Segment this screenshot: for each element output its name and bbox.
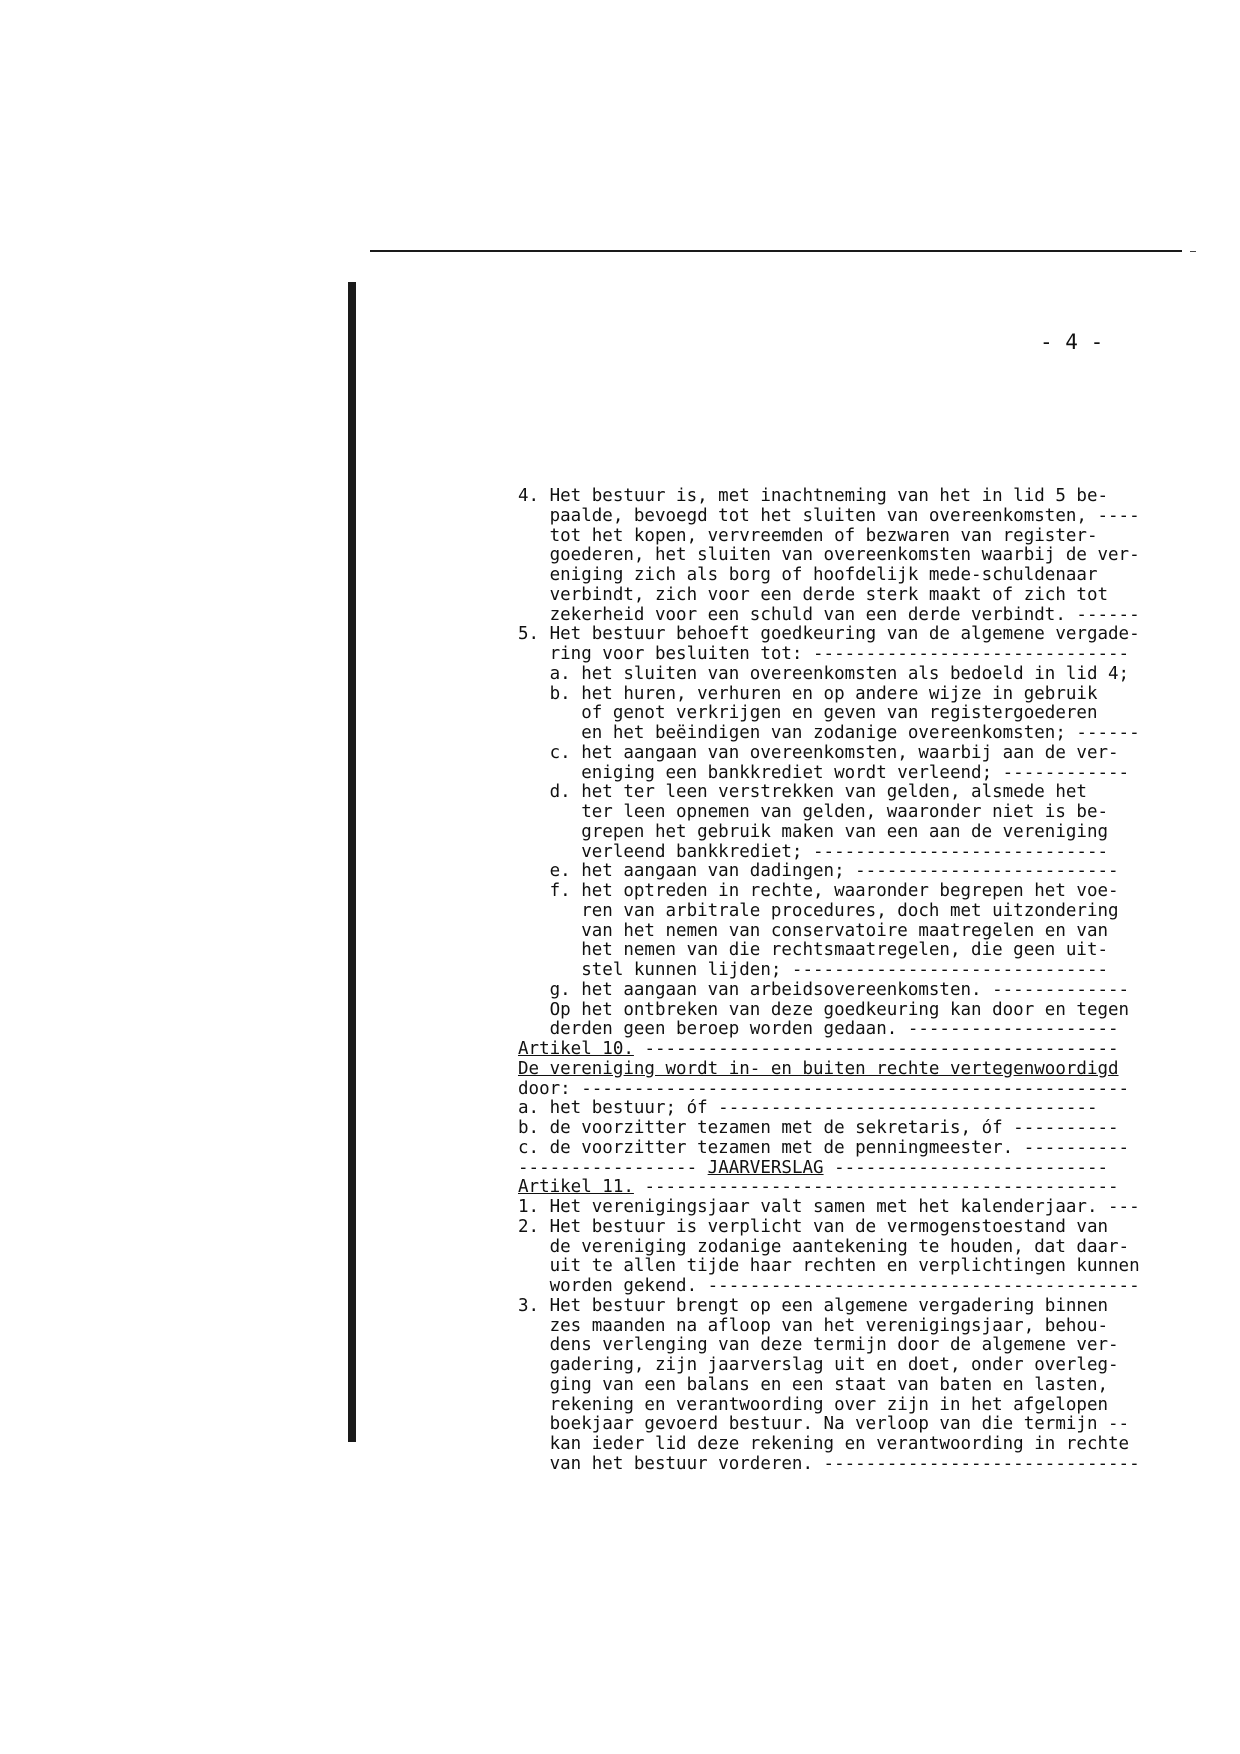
- text-line: [518, 527, 1198, 547]
- line-text: en het beëindigen van zodanige overeenkomsten; ------: [518, 724, 1140, 743]
- text-line: [518, 1198, 1198, 1218]
- line-text: van het nemen van conservatoire maatregelen en van: [518, 921, 1109, 941]
- line-text: a. het sluiten van overeenkomsten als bedoeld in lid 4;: [518, 664, 1130, 684]
- line-text: g. het aangaan van arbeidsovereenkomsten. -------------: [518, 980, 1130, 1000]
- line-text: e. het aangaan van dadingen; -------------------------: [518, 862, 1119, 882]
- line-text: rekening en verantwoording over zijn in het afgelopen: [518, 1395, 1109, 1415]
- text-line: [518, 566, 1198, 586]
- text-line: [518, 1178, 1198, 1198]
- text-line: [518, 1336, 1198, 1356]
- line-text: goederen, het sluiten van overeenkomsten waarbij de ver-: [518, 546, 1140, 566]
- text-line: [518, 1297, 1198, 1317]
- text-line: [518, 744, 1198, 764]
- text-line: [518, 1396, 1198, 1416]
- text-line: [518, 961, 1198, 981]
- line-text: kan ieder lid deze rekening en verantwoording in rechte: [518, 1435, 1130, 1454]
- line-text: ging van een balans en een staat van baten en lasten,: [518, 1375, 1109, 1395]
- underlined-heading: De vereniging wordt in- en buiten rechte vertegenwoordigd: [518, 1059, 1119, 1079]
- line-text: 3. Het bestuur brengt op een algemene vergadering binnen: [518, 1296, 1109, 1316]
- line-text: van het bestuur vorderen. ------------------------------: [518, 1454, 1140, 1474]
- line-text: c. de voorzitter tezamen met de penningmeester. ----------: [518, 1138, 1130, 1158]
- text-line: [518, 1060, 1198, 1080]
- line-text: ---------------------------------------------: [633, 1040, 1119, 1059]
- line-text: 2. Het bestuur is verplicht van de vermogenstoestand van: [518, 1217, 1109, 1237]
- text-line: [518, 1218, 1198, 1238]
- line-text: tot het kopen, vervreemden of bezwaren van register-: [518, 526, 1098, 546]
- line-text: ter leen opnemen van gelden, waaronder niet is be-: [518, 803, 1109, 822]
- text-line: [518, 882, 1198, 902]
- text-line: [518, 487, 1198, 507]
- line-text: derden geen beroep worden gedaan. --------------------: [518, 1020, 1119, 1040]
- text-line: [518, 981, 1198, 1001]
- line-text: eniging een bankkrediet wordt verleend; ------------: [518, 763, 1130, 783]
- text-line: [518, 1277, 1198, 1297]
- line-text: grepen het gebruik maken van een aan de vereniging: [518, 822, 1109, 842]
- text-line: [518, 546, 1198, 566]
- text-line: [518, 1356, 1198, 1376]
- text-line: [518, 1159, 1198, 1179]
- line-text: ren van arbitrale procedures, doch met uitzondering: [518, 901, 1119, 921]
- text-line: [518, 1119, 1198, 1139]
- text-line: [518, 902, 1198, 922]
- text-line: [518, 803, 1198, 823]
- text-line: [518, 1257, 1198, 1277]
- text-line: [518, 645, 1198, 665]
- line-text: het nemen van die rechtsmaatregelen, die geen uit-: [518, 941, 1109, 961]
- line-text: ---------------------------------------------: [633, 1178, 1119, 1198]
- line-text: f. het optreden in rechte, waaronder begrepen het voe-: [518, 882, 1119, 901]
- text-line: [518, 1376, 1198, 1396]
- line-text: -----------------: [518, 1158, 708, 1178]
- line-text: 1. Het verenigingsjaar valt samen met het kalenderjaar. ---: [518, 1198, 1140, 1217]
- text-line: [518, 862, 1198, 882]
- line-text: boekjaar gevoerd bestuur. Na verloop van die termijn --: [518, 1415, 1130, 1435]
- top-rule-tick: [1190, 251, 1196, 252]
- line-text: c. het aangaan van overeenkomsten, waarbij aan de ver-: [518, 743, 1119, 763]
- line-text: d. het ter leen verstrekken van gelden, alsmede het: [518, 783, 1087, 803]
- line-text: paalde, bevoegd tot het sluiten van overeenkomsten, ----: [518, 506, 1140, 526]
- line-text: zekerheid voor een schuld van een derde verbindt. ------: [518, 605, 1140, 625]
- line-text: worden gekend. -----------------------------------------: [518, 1277, 1140, 1296]
- text-line: [518, 941, 1198, 961]
- line-text: a. het bestuur; óf ------------------------------------: [518, 1099, 1098, 1119]
- page-number: - 4 -: [1040, 330, 1104, 354]
- line-text-after: --------------------------: [823, 1158, 1109, 1178]
- text-line: [518, 1455, 1198, 1475]
- top-rule: [370, 250, 1182, 252]
- line-text: eniging zich als borg of hoofdelijk mede-schuldenaar: [518, 566, 1098, 585]
- text-line: [518, 1139, 1198, 1159]
- underlined-heading: Artikel 10.: [518, 1040, 634, 1059]
- text-line: [518, 1040, 1198, 1060]
- text-line: [518, 685, 1198, 705]
- left-margin-bar: [348, 282, 356, 1442]
- text-line: [518, 1415, 1198, 1435]
- line-text: de vereniging zodanige aantekening te houden, dat daar-: [518, 1237, 1130, 1257]
- line-text: b. de voorzitter tezamen met de sekretaris, óf ----------: [518, 1119, 1119, 1138]
- line-text: 5. Het bestuur behoeft goedkeuring van de algemene vergade-: [518, 625, 1140, 645]
- line-text: ring voor besluiten tot: ------------------------------: [518, 645, 1130, 664]
- text-line: [518, 783, 1198, 803]
- text-line: [518, 1001, 1198, 1021]
- text-line: [518, 1020, 1198, 1040]
- text-line: [518, 823, 1198, 843]
- line-text: door: ----------------------------------------------------: [518, 1079, 1130, 1099]
- text-line: [518, 1080, 1198, 1100]
- line-text: of genot verkrijgen en geven van registergoederen: [518, 704, 1098, 724]
- line-text: verbindt, zich voor een derde sterk maakt of zich tot: [518, 585, 1109, 605]
- body-text: [518, 487, 1198, 1475]
- line-text: stel kunnen lijden; ------------------------------: [518, 961, 1109, 980]
- text-line: [518, 1099, 1198, 1119]
- text-line: [518, 922, 1198, 942]
- line-text: gadering, zijn jaarverslag uit en doet, onder overleg-: [518, 1356, 1119, 1375]
- line-text: 4. Het bestuur is, met inachtneming van het in lid 5 be-: [518, 487, 1109, 506]
- text-line: [518, 507, 1198, 527]
- line-text: zes maanden na afloop van het verenigingsjaar, behou-: [518, 1316, 1109, 1336]
- text-line: [518, 1435, 1198, 1455]
- text-line: [518, 764, 1198, 784]
- text-line: [518, 625, 1198, 645]
- text-line: [518, 586, 1198, 606]
- line-text: b. het huren, verhuren en op andere wijze in gebruik: [518, 684, 1098, 704]
- line-text: uit te allen tijde haar rechten en verplichtingen kunnen: [518, 1257, 1140, 1277]
- text-line: [518, 724, 1198, 744]
- text-line: [518, 843, 1198, 863]
- line-text: Op het ontbreken van deze goedkeuring kan door en tegen: [518, 1000, 1130, 1020]
- text-line: [518, 606, 1198, 626]
- text-line: [518, 704, 1198, 724]
- line-text: dens verlenging van deze termijn door de algemene ver-: [518, 1336, 1119, 1356]
- text-line: [518, 1238, 1198, 1258]
- text-line: [518, 665, 1198, 685]
- underlined-heading: Artikel 11.: [518, 1178, 634, 1198]
- section-heading: JAARVERSLAG: [707, 1158, 824, 1178]
- text-line: [518, 1317, 1198, 1337]
- line-text: verleend bankkrediet; ----------------------------: [518, 842, 1109, 862]
